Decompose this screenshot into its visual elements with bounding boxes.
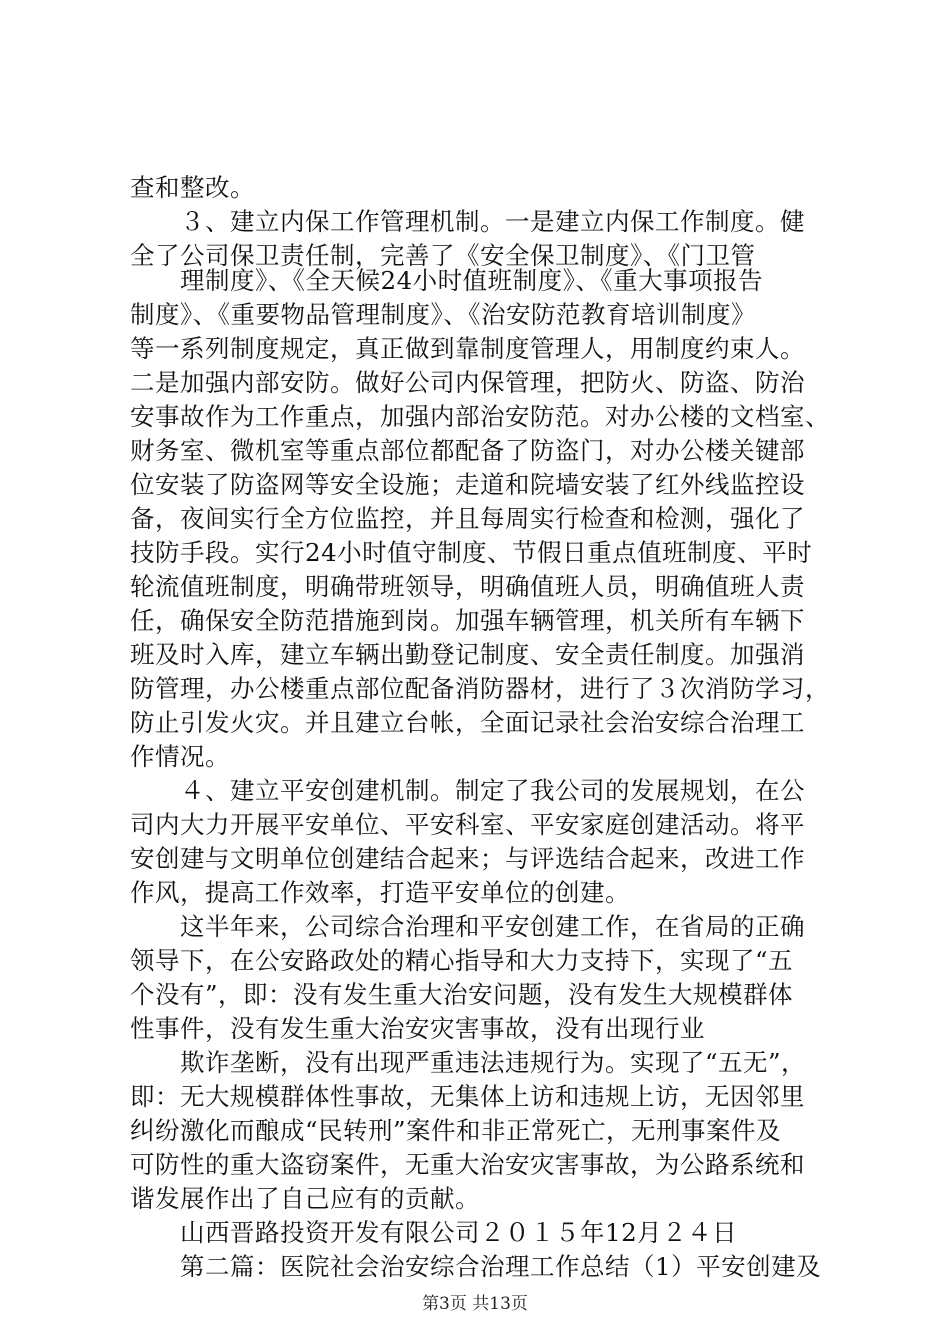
text-line: 安创建与文明单位创建结合起来；与评选结合起来，改进工作 <box>130 844 805 873</box>
text-line: 山西晋路投资开发有限公司２０１５年12月２４日 <box>180 1218 738 1247</box>
text-line: 全了公司保卫责任制，完善了《安全保卫制度》、《门卫管 <box>130 241 756 270</box>
text-line: 可防性的重大盗窃案件，无重大治安灾害事故，为公路系统和 <box>130 1150 805 1179</box>
text-line: 班及时入库，建立车辆出勤登记制度、安全责任制度。加强消 <box>130 640 805 669</box>
text-line: 轮流值班制度，明确带班领导，明确值班人员，明确值班人责 <box>130 572 805 601</box>
text-line: 技防手段。实行24小时值守制度、节假日重点值班制度、平时 <box>130 538 813 567</box>
text-line: 性事件，没有发生重大治安灾害事故，没有出现行业 <box>130 1014 705 1043</box>
text-line: 位安装了防盗网等安全设施；走道和院墙安装了红外线监控设 <box>130 470 805 499</box>
text-line: 谐发展作出了自己应有的贡献。 <box>130 1184 480 1213</box>
text-line: 制度》、《重要物品管理制度》、《治安防范教育培训制度》 <box>130 300 756 329</box>
text-line: 防止引发火灾。并且建立台帐，全面记录社会治安综合治理工 <box>130 708 805 737</box>
text-line: ３、建立内保工作管理机制。一是建立内保工作制度。健 <box>180 207 805 236</box>
text-line: 司内大力开展平安单位、平安科室、平安家庭创建活动。将平 <box>130 810 805 839</box>
text-line: 作情况。 <box>130 742 230 771</box>
text-line: 第二篇：医院社会治安综合治理工作总结（1）平安创建及 <box>180 1252 822 1281</box>
text-line: 查和整改。 <box>130 173 255 202</box>
page-footer: 第3页 共13页 <box>422 1294 528 1314</box>
text-line: 安事故作为工作重点，加强内部治安防范。对办公楼的文档室、 <box>130 402 830 431</box>
text-line: 防管理，办公楼重点部位配备消防器材，进行了３次消防学习， <box>130 674 830 703</box>
text-line: 作风，提高工作效率，打造平安单位的创建。 <box>130 878 630 907</box>
text-line: 纠纷激化而酿成“民转刑”案件和非正常死亡，无刑事案件及 <box>130 1116 782 1145</box>
text-line: 二是加强内部安防。做好公司内保管理，把防火、防盗、防治 <box>130 368 805 397</box>
text-line: 理制度》、《全天候24小时值班制度》、《重大事项报告 <box>180 266 764 295</box>
text-line: 个没有”，即：没有发生重大治安问题，没有发生大规模群体 <box>130 980 794 1009</box>
text-line: 任，确保安全防范措施到岗。加强车辆管理，机关所有车辆下 <box>130 606 805 635</box>
text-line: 欺诈垄断，没有出现严重违法违规行为。实现了“五无”， <box>180 1048 807 1077</box>
text-line: 等一系列制度规定，真正做到靠制度管理人，用制度约束人。 <box>130 334 805 363</box>
text-line: 即：无大规模群体性事故，无集体上访和违规上访，无因邻里 <box>130 1082 805 1111</box>
text-line: ４、建立平安创建机制。制定了我公司的发展规划，在公 <box>180 776 805 805</box>
text-line: 领导下，在公安路政处的精心指导和大力支持下，实现了“五 <box>130 946 794 975</box>
text-line: 备，夜间实行全方位监控，并且每周实行检查和检测，强化了 <box>130 504 805 533</box>
text-line: 财务室、微机室等重点部位都配备了防盗门，对办公楼关键部 <box>130 436 805 465</box>
text-line: 这半年来，公司综合治理和平安创建工作，在省局的正确 <box>180 912 805 941</box>
